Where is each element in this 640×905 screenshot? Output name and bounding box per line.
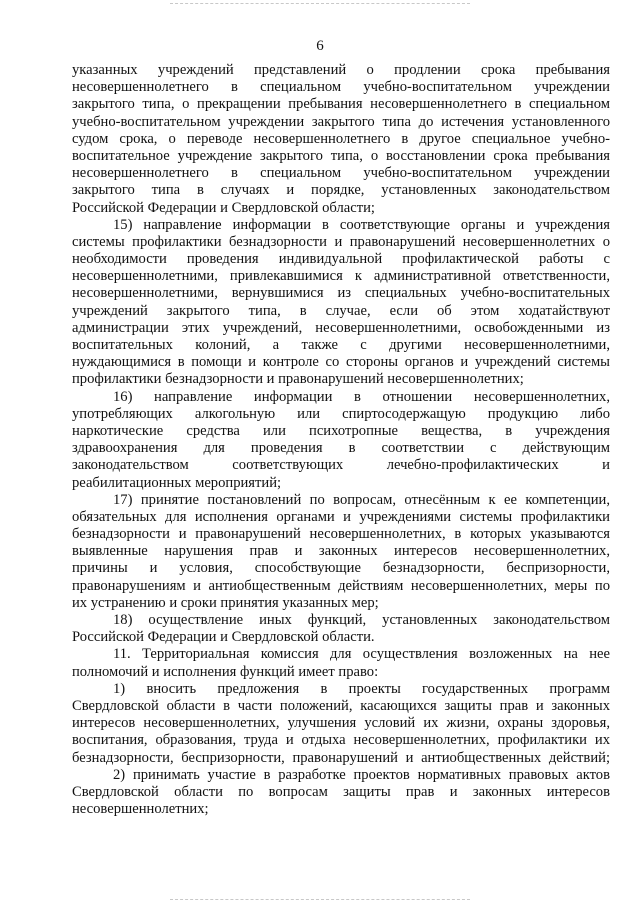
- text-line: употребляющих алкогольную или спиртосодержащую продукцию либо: [72, 405, 610, 422]
- text-line: Российской Федерации и Свердловской области;: [72, 199, 375, 216]
- page-number: 6: [316, 38, 324, 54]
- text-line: несовершеннолетнего в специальном учебно-воспитательном учреждении: [72, 165, 610, 182]
- text-line: закрытого типа, о прекращении пребывания несовершеннолетнего в специальном: [72, 96, 610, 113]
- text-line: профилактики безнадзорности и правонарушений несовершеннолетних;: [72, 371, 524, 388]
- text-line: выявленные нарушения прав и законных интересов несовершеннолетних,: [72, 543, 610, 560]
- text-line: несовершеннолетнего в специальном учебно-воспитательном учреждении: [72, 79, 610, 96]
- text-line: несовершеннолетними, привлекавшимися к административной ответственности,: [72, 268, 610, 285]
- text-line: безнадзорности и правонарушений несовершеннолетних, в которых указываются: [72, 526, 610, 543]
- text-line: необходимости проведения индивидуальной профилактической работы с: [72, 251, 610, 268]
- text-line: судом срока, о переводе несовершеннолетнего в другое специальное учебно-: [72, 130, 610, 147]
- text-line: несовершеннолетних;: [72, 801, 209, 818]
- text-line: закрытого типа в случаях и порядке, установленных законодательством: [72, 182, 610, 199]
- text-line: 18) осуществление иных функций, установленных законодательством: [113, 612, 610, 628]
- text-line: 2) принимать участие в разработке проектов нормативных правовых актов: [113, 766, 610, 783]
- text-line: наркотические средства или психотропные вещества, в учреждения: [72, 422, 610, 439]
- text-line: указанных учреждений представлений о продлении срока пребывания: [72, 62, 610, 78]
- text-line: системы профилактики безнадзорности и правонарушений несовершеннолетних о: [72, 233, 610, 250]
- text-line: 16) направление информации в отношении несовершеннолетних,: [113, 388, 610, 405]
- text-line: правонарушениям и антиобщественным действиям несовершеннолетних, меры по: [72, 577, 610, 594]
- text-line: причины и условия, способствующие безнадзорности, беспризорности,: [72, 560, 610, 577]
- document-body: [72, 62, 610, 818]
- text-line: учреждений закрытого типа, в случае, если об этом ходатайствуют: [72, 302, 610, 319]
- text-line: 11. Территориальная комиссия для осуществления возложенных на нее: [113, 646, 610, 663]
- text-line: обязательных для исполнения органами и учреждениями системы профилактики: [72, 508, 610, 525]
- text-line: администрации этих учреждений, несовершеннолетними, освобожденными из: [72, 319, 610, 336]
- text-line: 1) вносить предложения в проекты государственных программ: [113, 680, 610, 697]
- text-line: воспитательных колоний, а также с другими несовершеннолетними,: [72, 337, 610, 353]
- text-line: Свердловской области по вопросам защиты прав и законных интересов: [72, 783, 610, 800]
- text-line: их устранению и сроки принятия указанных мер;: [72, 594, 379, 611]
- text-line: Свердловской области в части положений, касающихся защиты прав и законных: [72, 697, 610, 714]
- text-line: полномочий и исполнения функций имеет право:: [72, 663, 379, 680]
- text-line: воспитания, образования, труда и отдыха несовершеннолетних, профилактики их: [72, 732, 610, 749]
- text-line: Российской Федерации и Свердловской области.: [72, 629, 375, 646]
- text-line: интересов несовершеннолетних, улучшения условий их жизни, охраны здоровья,: [72, 715, 610, 732]
- text-line: учебно-воспитательном учреждении закрытого типа до истечения установленного: [72, 113, 610, 130]
- scan-edge-top: [170, 3, 470, 4]
- text-line: 17) принятие постановлений по вопросам, отнесённым к ее компетенции,: [113, 491, 610, 508]
- text-line: 15) направление информации в соответствующие органы и учреждения: [113, 216, 610, 233]
- scan-edge-bottom: [170, 899, 470, 900]
- text-line: здравоохранения для проведения в соответствии с действующим: [72, 440, 610, 457]
- text-line: воспитательное учреждение закрытого типа, о восстановлении срока пребывания: [72, 147, 610, 164]
- text-line: нуждающимися в помощи и контроле со стороны органов и учреждений системы: [72, 354, 610, 371]
- text-line: несовершеннолетними, вернувшимися из специальных учебно-воспитательных: [72, 285, 610, 302]
- text-line: безнадзорности, беспризорности, правонарушений и антиобщественных действий;: [72, 749, 610, 766]
- text-line: законодательством соответствующих лечебно-профилактических и: [72, 457, 610, 474]
- text-line: реабилитационных мероприятий;: [72, 474, 282, 491]
